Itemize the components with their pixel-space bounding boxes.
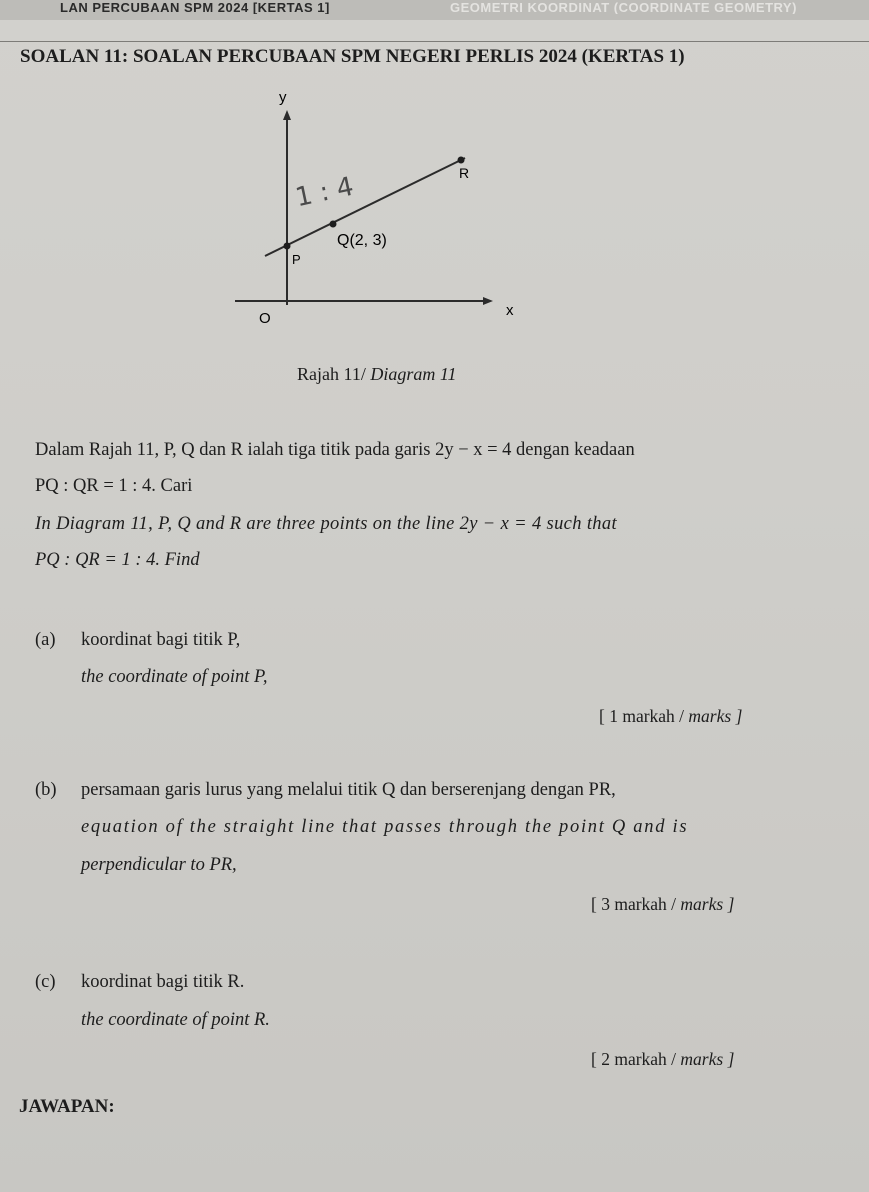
part-b-label: (b) [35,780,57,800]
part-b-marks-num: [ 3 markah / [591,894,677,914]
x-axis-label: x [506,302,514,319]
part-a-ms: koordinat bagi titik P, [81,630,241,650]
header-strip [0,0,869,20]
part-b-marks-en: marks ] [680,894,735,914]
part-a-marks-num: [ 1 markah / [599,706,685,726]
header-divider [0,41,869,42]
point-p-dot [284,243,291,250]
intro-en-line1: In Diagram 11, P, Q and R are three points on the line 2y − x = 4 such that [35,514,617,534]
header-strip-right: GEOMETRI KOORDINAT (COORDINATE GEOMETRY) [450,0,797,14]
part-a-marks-en: marks ] [688,706,743,726]
part-c-label: (c) [35,972,56,992]
intro-en-line2: PQ : QR = 1 : 4. Find [35,550,200,570]
part-c-ms: koordinat bagi titik R. [81,972,245,992]
part-c-marks-en: marks ] [680,1049,735,1069]
part-b-marks [591,894,734,915]
part-b-en-line1: equation of the straight line that passes through the point Q and is [81,817,689,837]
handwritten-ratio: 1 : 4 [292,171,357,214]
question-title: SOALAN 11: SOALAN PERCUBAAN SPM NEGERI PERLIS 2024 (KERTAS 1) [20,46,685,67]
caption-ms: Rajah 11/ [297,364,366,384]
part-c-marks-num: [ 2 markah / [591,1049,677,1069]
part-b-en-line2: perpendicular to PR, [81,855,237,875]
x-axis-arrow [483,297,493,305]
diagram-11 [225,80,535,340]
header-strip-left: LAN PERCUBAAN SPM 2024 [KERTAS 1] [60,0,330,14]
origin-label: O [259,310,271,327]
point-q-dot [330,221,337,228]
part-b-ms: persamaan garis lurus yang melalui titik Q dan berserenjang dengan PR, [81,780,616,800]
answer-label: JAWAPAN: [19,1096,115,1117]
part-a-marks [599,706,742,727]
diagram-caption [297,364,457,385]
caption-en: Diagram 11 [370,364,457,384]
part-a-label: (a) [35,630,56,650]
point-p-label: P [292,252,301,267]
y-axis-label: y [279,89,287,106]
point-r-dot [458,157,465,164]
part-c-en: the coordinate of point R. [81,1010,270,1030]
part-c-marks [591,1049,734,1070]
intro-ms-line2: PQ : QR = 1 : 4. Cari [35,476,193,496]
part-a-en: the coordinate of point P, [81,667,268,687]
point-q-label: Q(2, 3) [337,232,387,249]
y-axis-arrow [283,110,291,120]
intro-ms-line1: Dalam Rajah 11, P, Q dan R ialah tiga titik pada garis 2y − x = 4 dengan keadaan [35,440,635,460]
point-r-label: R [459,165,470,181]
